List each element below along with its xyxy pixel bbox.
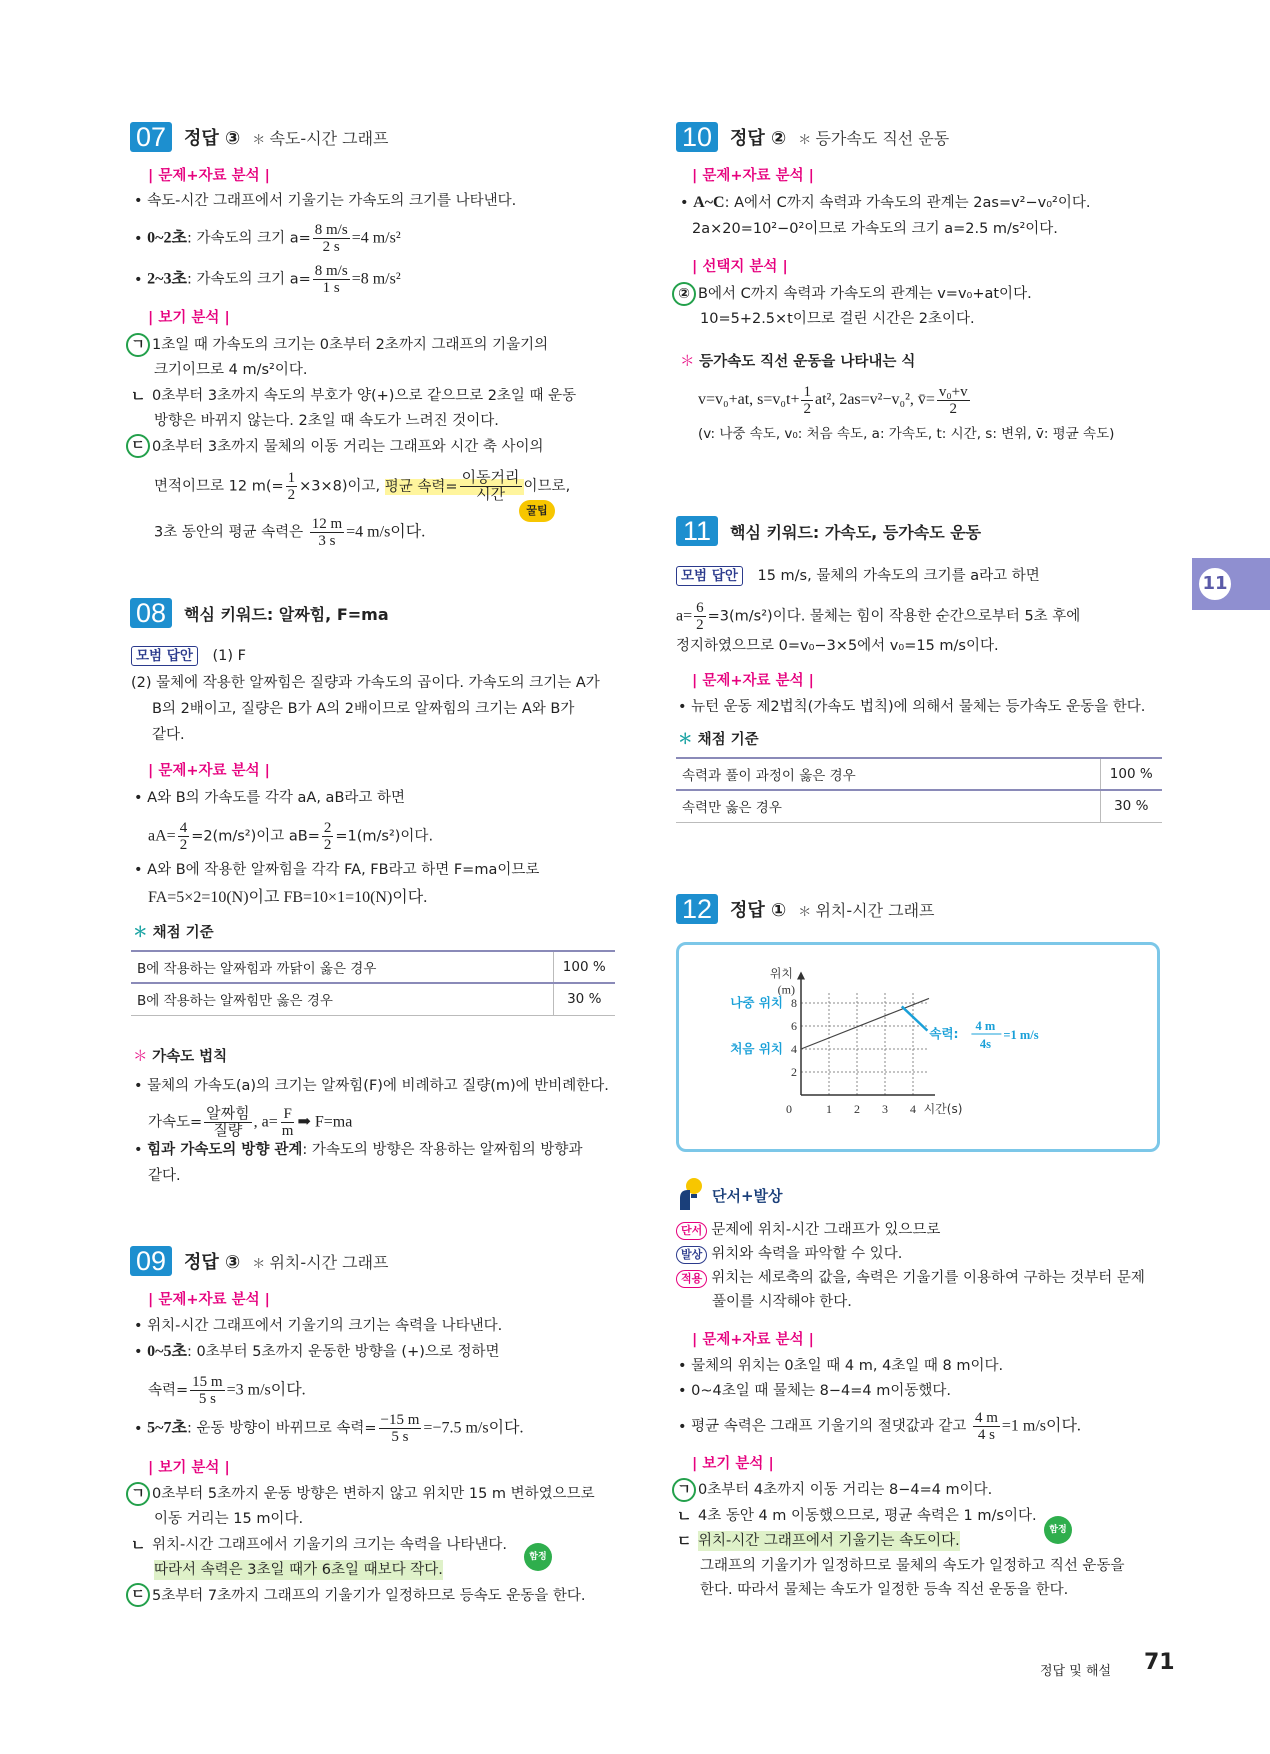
analysis-line: • 위치-시간 그래프에서 기울기의 크기는 속력을 나타낸다. xyxy=(134,1316,502,1336)
x-axis-label: 시간(s) xyxy=(923,1102,963,1116)
answer-text: 같다. xyxy=(152,727,185,743)
annotation-speed-numerator: 4 m xyxy=(975,1019,996,1034)
choice-text: 그래프의 기울기가 일정하므로 물체의 속도가 일정하고 직선 운동을 xyxy=(700,1558,1125,1574)
table-row: 속력만 옳은 경우 30 % xyxy=(676,790,1162,822)
question-number: 08 xyxy=(130,598,172,628)
concept-heading: ＊ 등가속도 직선 운동을 나타내는 식 xyxy=(680,354,916,370)
section-heading: | 문제+자료 분석 | xyxy=(692,1332,814,1348)
answer: 정답 ③ xyxy=(184,1252,241,1273)
choice-text: B에서 C까지 속력과 가속도의 관계는 v=v₀+at이다. xyxy=(698,286,1032,302)
annotation-final-position: 나중 위치 xyxy=(730,995,783,1010)
grading-table xyxy=(131,950,615,1016)
annotation-initial-position: 처음 위치 xyxy=(730,1041,783,1056)
q10-header xyxy=(676,122,949,152)
annotation-speed-denominator: 4s xyxy=(979,1037,991,1052)
q08-header xyxy=(130,598,389,628)
analysis-line: 2a×20=10²−0²이므로 가속도의 크기 a=2.5 m/s²이다. xyxy=(692,221,1058,237)
choice-mark-d: ㄷ xyxy=(126,434,150,458)
answer: 정답 ① xyxy=(730,900,787,921)
analysis-line: • 0~5초: 0초부터 5초까지 운동한 방향을 (+)으로 정하면 xyxy=(134,1342,500,1362)
topic-tag: ＊ 위치-시간 그래프 xyxy=(252,1250,388,1273)
trap-badge: 함정 xyxy=(1044,1516,1072,1544)
question-number: 09 xyxy=(130,1246,172,1276)
q07-header xyxy=(130,122,389,152)
choice-text: 크기이므로 4 m/s²이다. xyxy=(154,362,308,378)
analysis-line: 속력= $\frac{15 m}{5 s}$ =3 m/s이다. xyxy=(148,1374,306,1407)
choice-mark-g: ㄱ xyxy=(672,1478,696,1502)
concept-line: • 힘과 가속도의 방향 관계: 가속도의 방향은 작용하는 알짜힘의 방향과 xyxy=(134,1140,582,1160)
formula-line: v=v₀+at, s=v₀t+ $\frac{1}{2}$ at², 2as=v²−v₀², v̄= $\frac{\text{v₀+v}}{2}$ xyxy=(698,384,968,417)
question-number: 11 xyxy=(676,516,718,546)
x-tick-label: 3 xyxy=(882,1102,888,1116)
analysis-line: FA=5×2=10(N)이고 FB=10×1=10(N)이다. xyxy=(148,889,428,906)
grading-heading: ＊ 채점 기준 xyxy=(678,732,759,748)
choice-text: 0초부터 4초까지 이동 거리는 8−4=4 m이다. xyxy=(698,1482,993,1498)
choice-text: 이동 거리는 15 m이다. xyxy=(154,1511,304,1527)
data-line xyxy=(801,998,929,1049)
choice-text: 한다. 따라서 물체는 속도가 일정한 등속 직선 운동을 한다. xyxy=(700,1582,1069,1598)
analysis-line: • 0~4초일 때 물체는 8−4=4 m이동했다. xyxy=(678,1381,951,1401)
analysis-line: • A~C: A에서 C까지 속력과 가속도의 관계는 2as=v²−v₀²이다. xyxy=(680,193,1090,213)
clue-line: 적용 위치는 세로축의 값을, 속력은 기울기를 이용하여 구하는 것부터 문제 xyxy=(676,1268,1145,1288)
choice-mark-g: ㄱ xyxy=(126,1482,150,1506)
section-heading: | 보기 분석 | xyxy=(148,310,230,326)
choice-mark-n: ㄴ xyxy=(677,1507,692,1525)
section-heading: | 문제+자료 분석 | xyxy=(692,673,814,689)
answer-text: B의 2배이고, 질량은 B가 A의 2배이므로 알짜힘의 크기는 A와 B가 xyxy=(152,701,575,717)
clue-line: 단서 문제에 위치-시간 그래프가 있으므로 xyxy=(676,1220,940,1240)
answer-text: (2) 물체에 작용한 알짜힘은 질량과 가속도의 곱이다. 가속도의 크기는 A가 xyxy=(131,675,600,691)
table-row: 속력과 풀이 과정이 옳은 경우 100 % xyxy=(676,758,1162,790)
clue-line: 발상 위치와 속력을 파악할 수 있다. xyxy=(676,1244,902,1264)
tip-badge: 꿀팁 xyxy=(519,500,555,522)
trap-badge: 함정 xyxy=(524,1543,552,1571)
section-heading: | 선택지 분석 | xyxy=(692,259,788,275)
concept-line: 같다. xyxy=(148,1168,181,1184)
y-tick-label: 4 xyxy=(791,1042,797,1056)
table-row: B에 작용하는 알짜힘만 옳은 경우 30 % xyxy=(131,983,615,1015)
choice-mark-d: ㄷ xyxy=(126,1583,150,1607)
analysis-line: • 0~2초: 가속도의 크기 a= $\frac{8 m/s}{2 s}$ =4 m/s² xyxy=(134,222,401,255)
section-heading: | 문제+자료 분석 | xyxy=(148,1292,270,1308)
x-tick-label: 2 xyxy=(854,1102,860,1116)
choice-text-highlight: 따라서 속력은 3초일 때가 6초일 때보다 작다. xyxy=(154,1562,443,1578)
analysis-line: • 속도-시간 그래프에서 기울기는 가속도의 크기를 나타낸다. xyxy=(134,191,516,211)
section-heading: | 문제+자료 분석 | xyxy=(692,168,814,184)
annotation-pointer xyxy=(902,1006,928,1030)
answer: 정답 ② xyxy=(730,128,787,149)
analysis-line: • 5~7초: 운동 방향이 바뀌므로 속력= $\frac{-15 m}{5 s}$ =−7.5 m/s이다. xyxy=(134,1412,523,1445)
analysis-line: • A와 B에 작용한 알짜힘을 각각 FA, FB라고 하면 F=ma이므로 xyxy=(134,860,539,880)
model-answer-badge: 모범 답안 xyxy=(676,566,743,586)
grading-table xyxy=(676,757,1162,823)
analysis-line: • 평균 속력은 그래프 기울기의 절댓값과 같고 $\frac{4 m}{4 s}$ =1 m/s이다. xyxy=(678,1410,1081,1443)
page-number: 71 xyxy=(1144,1650,1175,1675)
section-heading: | 보기 분석 | xyxy=(148,1460,230,1476)
choice-text: 위치-시간 그래프에서 기울기의 크기는 속력을 나타낸다. xyxy=(152,1537,508,1553)
analysis-line: • 2~3초: 가속도의 크기 a= $\frac{8 m/s}{1 s}$ =8 m/s² xyxy=(134,263,401,296)
chapter-number: 11 xyxy=(1196,565,1234,603)
choice-text: 5초부터 7초까지 그래프의 기울기가 일정하므로 등속도 운동을 한다. xyxy=(152,1588,586,1604)
analysis-line: • 뉴턴 운동 제2법칙(가속도 법칙)에 의해서 물체는 등가속도 운동을 한다. xyxy=(678,697,1145,717)
section-heading: | 보기 분석 | xyxy=(692,1456,774,1472)
model-answer-badge: 모범 답안 xyxy=(131,646,198,666)
x-tick-label: 0 xyxy=(786,1102,792,1116)
footer-label: 정답 및 해설 xyxy=(1040,1664,1112,1679)
choice-text-highlight: 위치-시간 그래프에서 기울기는 속도이다. xyxy=(698,1533,960,1549)
choice-text: 4초 동안 4 m 이동했으므로, 평균 속력은 1 m/s이다. xyxy=(698,1508,1037,1524)
q11-header xyxy=(676,516,981,546)
clue-line: 풀이를 시작해야 한다. xyxy=(712,1294,852,1310)
annotation-speed-label: 속력: xyxy=(929,1026,959,1042)
question-number: 07 xyxy=(130,122,172,152)
choice-mark-n: ㄴ xyxy=(131,387,146,405)
x-tick-label: 1 xyxy=(826,1102,832,1116)
y-axis-unit: (m) xyxy=(777,982,795,997)
choice-text: 0초부터 3초까지 속도의 부호가 양(+)으로 같으므로 2초일 때 운동 xyxy=(152,388,577,404)
choice-text: 0초부터 3초까지 물체의 이동 거리는 그래프와 시간 축 사이의 xyxy=(152,439,544,455)
grading-heading: ＊ 채점 기준 xyxy=(133,925,214,941)
concept-heading: ＊ 가속도 법칙 xyxy=(133,1049,228,1065)
formula-legend: (v: 나중 속도, v₀: 처음 속도, a: 가속도, t: 시간, s: 변위, v̄: 평균 속도) xyxy=(698,426,1115,442)
choice-mark-d: ㄷ xyxy=(677,1532,692,1550)
y-tick-label: 8 xyxy=(791,996,797,1010)
choice-text: 면적이므로 12 m(= $\frac{1}{2}$ ×3×8)이고, 평균 속력= $\frac{\text{이동거리}}{\text{시간}}$ 이므로, xyxy=(154,470,571,503)
clue-title: 단서+발상 xyxy=(712,1187,783,1205)
y-tick-label: 6 xyxy=(791,1019,797,1033)
topic-tag: ＊ 속도-시간 그래프 xyxy=(252,126,388,149)
table-row: B에 작용하는 알짜힘과 까닭이 옳은 경우 100 % xyxy=(131,951,615,983)
answer-text: a= $\frac{6}{2}$ =3(m/s²)이다. 물체는 힘이 작용한 순간으로부터 5초 후에 xyxy=(676,600,1081,633)
analysis-line: aA= $\frac{4}{2}$ =2(m/s²)이고 aB= $\frac{2}{2}$ =1(m/s²)이다. xyxy=(148,820,434,853)
analysis-line: • A와 B의 가속도를 각각 aA, aB라고 하면 xyxy=(134,788,405,808)
choice-text: 0초부터 5초까지 운동 방향은 변하지 않고 위치만 15 m 변하였으므로 xyxy=(152,1486,595,1502)
y-axis-label: 위치 xyxy=(769,966,793,981)
annotation-speed-value: =1 m/s xyxy=(1003,1028,1039,1043)
question-number: 12 xyxy=(676,894,718,924)
choice-mark-g: ㄱ xyxy=(126,333,150,357)
x-tick-label: 4 xyxy=(910,1102,916,1116)
choice-mark-2: ② xyxy=(672,282,696,306)
question-number: 10 xyxy=(676,122,718,152)
choice-mark-n: ㄴ xyxy=(131,1536,146,1554)
graph-box xyxy=(676,942,1160,1152)
concept-line: 가속도= $\frac{\text{알짜힘}}{\text{질량}}$ , a= $\frac{F}{m}$ ➡ F=ma xyxy=(148,1106,353,1139)
lightbulb-icon xyxy=(676,1176,706,1212)
concept-line: • 물체의 가속도(a)의 크기는 알짜힘(F)에 비례하고 질량(m)에 반비례한다. xyxy=(134,1076,609,1096)
analysis-line: • 물체의 위치는 0초일 때 4 m, 4초일 때 8 m이다. xyxy=(678,1356,1003,1376)
keyword: 핵심 키워드: 알짜힘, F=ma xyxy=(184,604,389,624)
keyword: 핵심 키워드: 가속도, 등가속도 운동 xyxy=(730,522,982,542)
y-axis-arrow xyxy=(797,972,805,980)
topic-tag: ＊ 등가속도 직선 운동 xyxy=(798,126,949,149)
choice-text: 방향은 바뀌지 않는다. 2초일 때 속도가 느려진 것이다. xyxy=(154,413,499,429)
section-heading: | 문제+자료 분석 | xyxy=(148,763,270,779)
section-heading: | 문제+자료 분석 | xyxy=(148,168,270,184)
q12-header xyxy=(676,894,935,924)
y-tick-label: 2 xyxy=(791,1065,797,1079)
topic-tag: ＊ 위치-시간 그래프 xyxy=(798,898,934,921)
answer: 정답 ③ xyxy=(184,128,241,149)
choice-text: 10=5+2.5×t이므로 걸린 시간은 2초이다. xyxy=(700,311,975,327)
answer-text: 정지하였으므로 0=v₀−3×5에서 v₀=15 m/s이다. xyxy=(676,638,999,654)
model-answer-line: 모범 답안 15 m/s, 물체의 가속도의 크기를 a라고 하면 xyxy=(676,566,1040,586)
position-time-chart xyxy=(679,945,1157,1149)
choice-text: 1초일 때 가속도의 크기는 0초부터 2초까지 그래프의 기울기의 xyxy=(152,337,549,353)
choice-text: 3초 동안의 평균 속력은 $\frac{12 m}{3 s}$ =4 m/s이다. xyxy=(154,516,426,549)
model-answer-line: 모범 답안 (1) F xyxy=(131,646,246,666)
q09-header xyxy=(130,1246,389,1276)
